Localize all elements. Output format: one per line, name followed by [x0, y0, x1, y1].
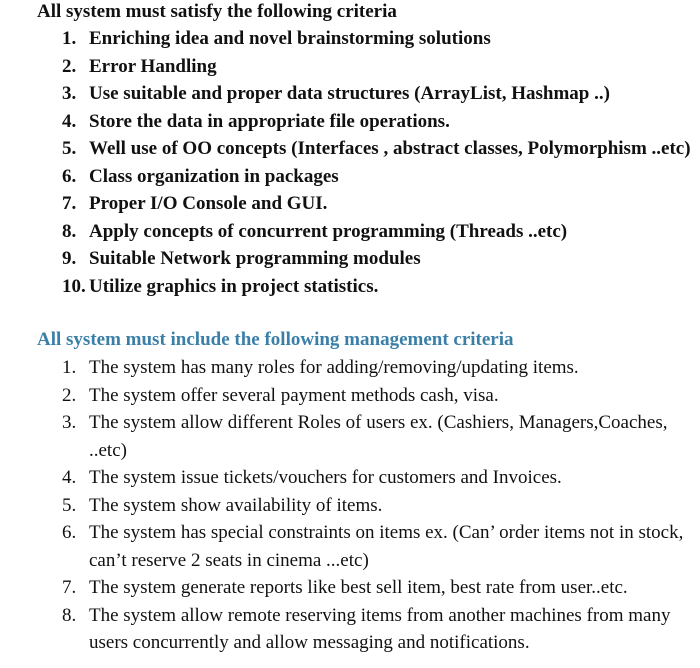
list-item-number: 8.: [62, 604, 77, 626]
list-item-text: Well use of OO concepts (Interfaces , abstract classes, Polymorphism ..etc): [89, 138, 691, 159]
list-item-text: Error Handling: [89, 55, 217, 77]
list-item-text: Use suitable and proper data structures (ArrayList, Hashmap ..): [89, 83, 610, 104]
list-item-number: 5.: [62, 138, 77, 159]
list-item: [0, 163, 700, 191]
list-item-number: 10.: [62, 275, 86, 297]
list-item: [0, 218, 700, 246]
list-item-number: 3.: [62, 83, 77, 104]
list-item: [0, 464, 700, 492]
list-item-number: 7.: [62, 193, 77, 214]
list-item: [0, 135, 700, 163]
list-item-text: The system allow different Roles of users ex. (Cashiers, Managers,Coaches, ..etc): [89, 412, 668, 461]
list-item-text: The system generate reports like best sell item, best rate from user..etc.: [89, 577, 628, 598]
list-item: [0, 53, 700, 81]
list-item-number: 3.: [62, 412, 77, 433]
list-item: [0, 354, 700, 382]
section-heading-criteria: All system must satisfy the following criteria: [37, 1, 397, 22]
list-item-number: 6.: [62, 522, 77, 543]
list-item-number: 2.: [62, 55, 77, 77]
list-item-text: Class organization in packages: [89, 165, 339, 187]
list-item: [0, 382, 700, 410]
management-list: [0, 354, 700, 657]
list-item-number: 8.: [62, 220, 77, 242]
list-item: [0, 519, 700, 574]
list-item-text: The system has many roles for adding/removing/updating items.: [89, 357, 579, 378]
list-item-number: 1.: [62, 28, 77, 49]
list-item: [0, 409, 700, 464]
list-item: [0, 190, 700, 218]
list-item: [0, 245, 700, 273]
list-item: [0, 273, 700, 301]
list-item-text: Proper I/O Console and GUI.: [89, 193, 328, 214]
list-item-text: Utilize graphics in project statistics.: [89, 275, 379, 297]
list-item-number: 4.: [62, 110, 77, 132]
section-heading-management: All system must include the following management criteria: [37, 329, 514, 350]
list-item: [0, 25, 700, 53]
list-item-text: The system offer several payment methods cash, visa.: [89, 384, 499, 406]
list-item: [0, 574, 700, 602]
list-item: [0, 108, 700, 136]
list-item: [0, 602, 700, 657]
list-item-number: 2.: [62, 384, 77, 406]
list-item-number: 1.: [62, 357, 77, 378]
list-item-text: Store the data in appropriate file operations.: [89, 110, 450, 132]
criteria-list: [0, 25, 700, 300]
list-item-text: Apply concepts of concurrent programming (Threads ..etc): [89, 220, 568, 242]
list-item-text: The system issue tickets/vouchers for customers and Invoices.: [89, 467, 562, 488]
list-item-text: The system show availability of items.: [89, 494, 383, 516]
list-item-number: 7.: [62, 577, 77, 598]
list-item: [0, 492, 700, 520]
list-item-text: Enriching idea and novel brainstorming solutions: [89, 28, 491, 49]
list-item-text: Suitable Network programming modules: [89, 248, 421, 269]
list-item-number: 5.: [62, 494, 77, 516]
list-item-text: The system has special constraints on items ex. (Can’ order items not in stock, can’t reserve 2 seats in cinema ...etc): [89, 522, 684, 571]
list-item-text: The system allow remote reserving items from another machines from many users concurrently and allow messaging and notifications.: [89, 604, 671, 653]
list-item-number: 4.: [62, 467, 77, 488]
list-item-number: 9.: [62, 248, 77, 269]
list-item: [0, 80, 700, 108]
list-item-number: 6.: [62, 165, 77, 187]
